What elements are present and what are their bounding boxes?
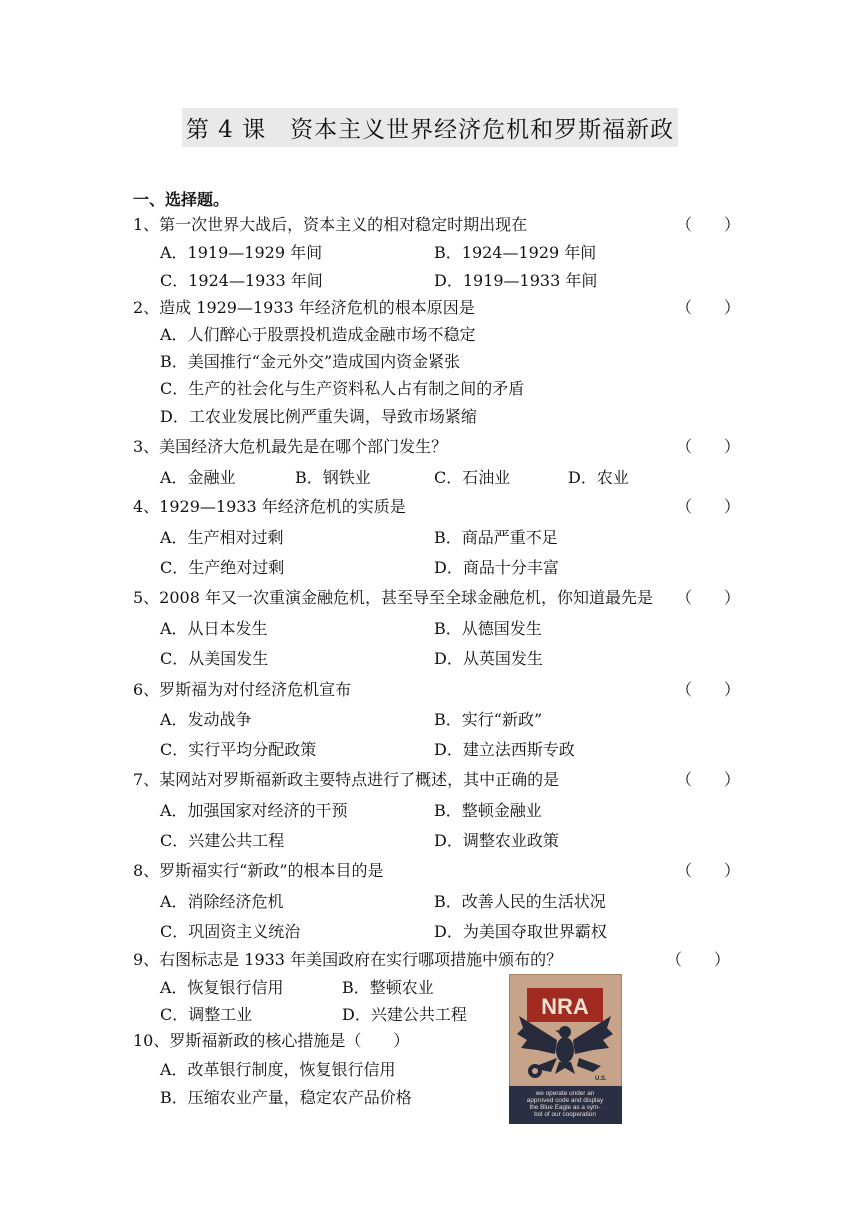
option-6a: A．发动战争: [160, 710, 252, 729]
us-label: U.S.: [595, 1076, 607, 1082]
option-4d: D．商品十分丰富: [434, 558, 559, 577]
answer-blank-9: （ ）: [666, 950, 731, 969]
option-8d: D．为美国夺取世界霸权: [434, 922, 607, 941]
question-3: 3、美国经济大危机最先是在哪个部门发生？: [133, 437, 448, 456]
answer-blank-8: （ ）: [676, 861, 741, 880]
option-5d: D．从英国发生: [434, 649, 543, 668]
option-10b: B．压缩农业产量，稳定农产品价格: [160, 1088, 412, 1107]
nra-logo-text: NRA: [541, 994, 589, 1019]
option-5b: B．从德国发生: [434, 619, 542, 638]
option-7d: D．调整农业政策: [434, 831, 559, 850]
option-9d: D．兴建公共工程: [342, 1005, 467, 1024]
option-3c: C．石油业: [434, 468, 511, 487]
question-7: 7、某网站对罗斯福新政主要特点进行了概述，其中正确的是: [133, 770, 560, 789]
caption-line-3: the Blue Eagle as a sym-: [529, 1104, 601, 1111]
option-9a: A．恢复银行信用: [160, 978, 284, 997]
option-9c: C．调整工业: [160, 1005, 253, 1024]
option-1c: C．1924—1933 年间: [160, 271, 323, 290]
answer-blank-1: （ ）: [676, 215, 741, 234]
question-2: 2、造成 1929—1933 年经济危机的根本原因是: [133, 298, 475, 317]
question-8: 8、罗斯福实行“新政”的根本目的是: [133, 861, 384, 880]
page-title: [0, 108, 860, 147]
option-1b: B．1924—1929 年间: [434, 243, 597, 262]
option-1d: D．1919—1933 年间: [434, 271, 598, 290]
answer-blank-3: （ ）: [676, 437, 741, 456]
option-6d: D．建立法西斯专政: [434, 740, 575, 759]
option-2c: C．生产的社会化与生产资料私人占有制之间的矛盾: [160, 379, 525, 398]
option-1a: A．1919—1929 年间: [160, 243, 323, 262]
option-7b: B．整顿金融业: [434, 801, 542, 820]
question-1: 1、第一次世界大战后，资本主义的相对稳定时期出现在: [133, 215, 528, 234]
question-6: 6、罗斯福为对付经济危机宣布: [133, 680, 352, 699]
option-8a: A．消除经济危机: [160, 892, 284, 911]
option-2d: D．工农业发展比例严重失调，导致市场紧缩: [160, 407, 477, 426]
answer-blank-7: （ ）: [676, 770, 741, 789]
option-4c: C．生产绝对过剩: [160, 558, 285, 577]
section-heading: 一、选择题。: [133, 190, 230, 209]
question-10: 10、罗斯福新政的核心措施是（ ）: [133, 1031, 410, 1050]
caption-line-4: bol of our cooperation: [534, 1111, 596, 1118]
option-7a: A．加强国家对经济的干预: [160, 801, 348, 820]
question-9: 9、右图标志是 1933 年美国政府在实行哪项措施中颁布的？: [133, 950, 563, 969]
answer-blank-6: （ ）: [676, 680, 741, 699]
option-6c: C．实行平均分配政策: [160, 740, 317, 759]
option-5a: A．从日本发生: [160, 619, 268, 638]
question-5: 5、2008 年又一次重演金融危机，甚至导至全球金融危机，你知道最先是: [133, 588, 653, 607]
option-9b: B．整顿农业: [342, 978, 434, 997]
option-10a: A．改革银行制度，恢复银行信用: [160, 1060, 396, 1079]
caption-line-2: approved code and display: [526, 1097, 604, 1104]
title-text: 第 4 课 资本主义世界经济危机和罗斯福新政: [182, 108, 678, 147]
option-3a: A．金融业: [160, 468, 236, 487]
option-8b: B．改善人民的生活状况: [434, 892, 606, 911]
option-3d: D．农业: [568, 468, 629, 487]
answer-blank-2: （ ）: [676, 298, 741, 317]
option-2a: A．人们醉心于股票投机造成金融市场不稳定: [160, 325, 476, 344]
option-8c: C．巩固资主义统治: [160, 922, 301, 941]
nra-blue-eagle-poster: [509, 974, 622, 1124]
gear-icon: [528, 1064, 542, 1078]
poster-caption: [527, 1090, 604, 1118]
answer-blank-4: （ ）: [676, 497, 741, 516]
option-4a: A．生产相对过剩: [160, 528, 284, 547]
option-5c: C．从美国发生: [160, 649, 269, 668]
caption-line-1: we operate under an: [535, 1090, 595, 1097]
option-3b: B．钢铁业: [295, 468, 371, 487]
option-7c: C．兴建公共工程: [160, 831, 285, 850]
option-4b: B．商品严重不足: [434, 528, 558, 547]
option-6b: B．实行“新政”: [434, 710, 543, 729]
question-4: 4、1929—1933 年经济危机的实质是: [133, 497, 406, 516]
answer-blank-5: （ ）: [676, 588, 741, 607]
option-2b: B．美国推行“金元外交”造成国内资金紧张: [160, 352, 461, 371]
